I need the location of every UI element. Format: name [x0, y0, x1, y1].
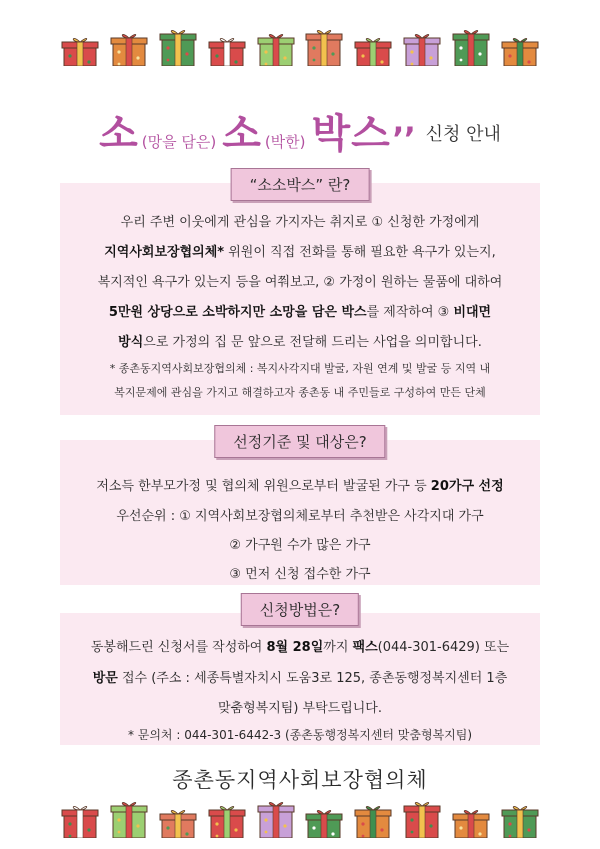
about-line-2: 지역사회보장협의체* 위원이 직접 전화를 통해 필요한 욕구가 있는지,	[104, 245, 496, 260]
gift-icon	[109, 798, 149, 842]
gift-icon	[451, 26, 491, 70]
apply-line-1: 동봉해드린 신청서를 작성하여 8월 28일까지 팩스(044-301-6429) 또는	[90, 640, 510, 655]
apply-line-3: 맞춤형복지팀) 부탁드립니다.	[217, 701, 383, 716]
title-suffix: 신청 안내	[425, 124, 501, 145]
gift-icon	[304, 798, 344, 842]
about-line-5: 방식으로 가정의 집 문 앞으로 전달해 드리는 사업을 의미합니다.	[118, 335, 482, 350]
gift-icon	[60, 26, 100, 70]
about-line-1: 우리 주변 이웃에게 관심을 가지자는 취지로 ① 신청한 가정에게	[120, 215, 480, 230]
gift-icon	[500, 798, 540, 842]
title-quote: ,,	[392, 105, 416, 140]
page-title	[0, 84, 600, 157]
apply-contact-note: * 문의처 : 044-301-6442-3 (종촌동행정복지센터 맞춤형복지팀)	[127, 728, 473, 742]
gift-icon	[304, 26, 344, 70]
criteria-line-1: 저소득 한부모가정 및 협의체 위원으로부터 발굴된 가구 등 20가구 선정	[96, 479, 504, 494]
gift-icon	[256, 26, 296, 70]
about-note-1: * 종촌동지역사회보장협의체 : 복지사각지대 발굴, 자원 연계 및 발굴 등 지역 내	[109, 362, 491, 375]
title-box: 박스	[311, 111, 391, 157]
title-paren-2: (박한)	[264, 133, 306, 151]
title-so-1: 소	[99, 111, 138, 157]
gift-icon	[158, 26, 198, 70]
section-criteria-label: 선정기준 및 대상은?	[214, 425, 385, 458]
gift-icon	[451, 798, 491, 842]
about-line-4: 5만원 상당으로 소박하지만 소망을 담은 박스를 제작하여 ③ 비대면	[108, 305, 492, 320]
gift-border-top	[60, 28, 540, 70]
section-apply-label: 신청방법은?	[241, 593, 359, 626]
title-so-2: 소	[222, 111, 261, 157]
gift-icon	[353, 26, 393, 70]
criteria-line-3: ② 가구원 수가 많은 가구	[229, 538, 371, 553]
about-note-2: 복지문제에 관심을 가지고 해결하고자 종촌동 내 주민들로 구성하여 만든 단체	[114, 386, 486, 399]
section-about-label: “소소박스” 란?	[231, 168, 370, 201]
criteria-line-4: ③ 먼저 신청 접수한 가구	[229, 567, 371, 582]
gift-border-bottom	[60, 800, 540, 842]
criteria-line-2: 우선순위 : ① 지역사회보장협의체로부터 추천받은 사각지대 가구	[116, 509, 484, 524]
gift-icon	[207, 26, 247, 70]
gift-icon	[158, 798, 198, 842]
apply-line-2: 방문 접수 (주소 : 세종특별자치시 도움3로 125, 종촌동행정복지센터 1층	[92, 671, 508, 686]
gift-icon	[500, 26, 540, 70]
gift-icon	[60, 798, 100, 842]
about-line-3: 복지적인 욕구가 있는지 등을 여쭤보고, ② 가정이 원하는 물품에 대하여	[97, 275, 503, 290]
gift-icon	[207, 798, 247, 842]
gift-icon	[353, 798, 393, 842]
gift-icon	[109, 26, 149, 70]
title-paren-1: (망을 담은)	[141, 133, 217, 151]
gift-icon	[256, 798, 296, 842]
gift-icon	[402, 798, 442, 842]
gift-icon	[402, 26, 442, 70]
footer-organization: 종촌동지역사회보장협의체	[172, 768, 428, 792]
